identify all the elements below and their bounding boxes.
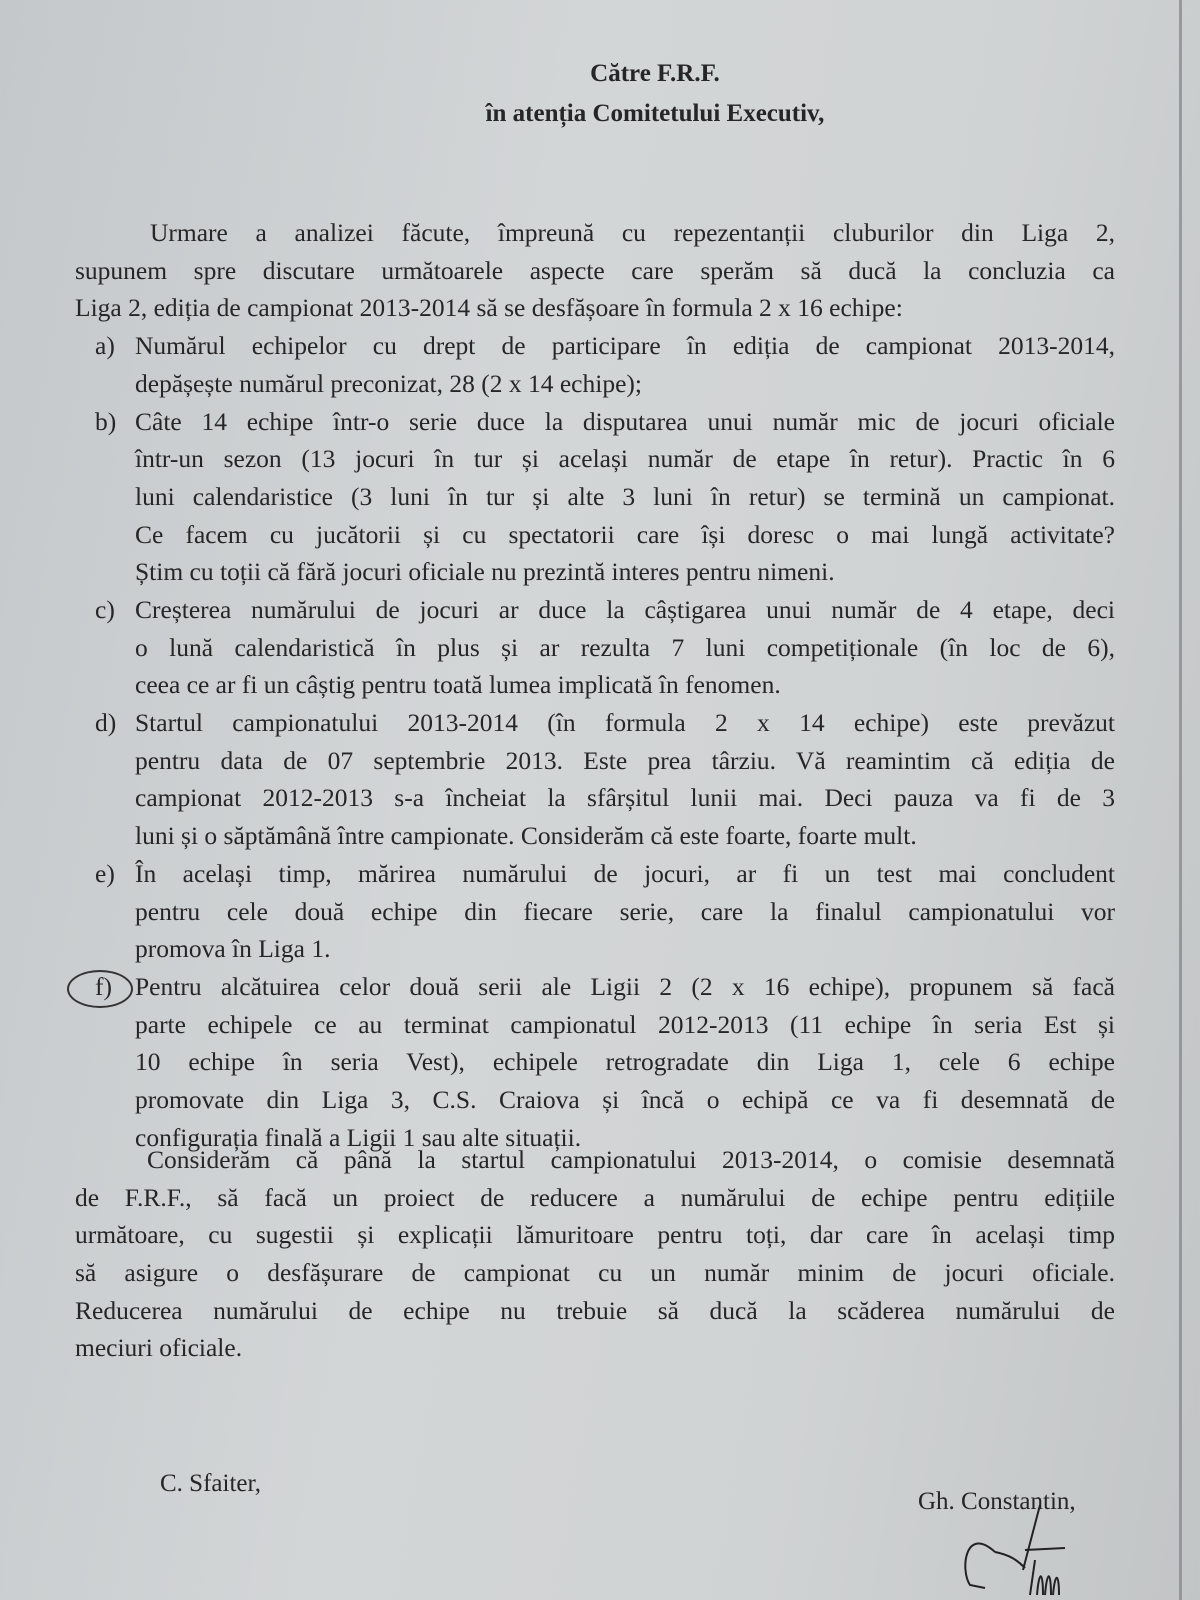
text-line: Liga 2, ediția de campionat 2013-2014 să se desfășoare în formula 2 x 16 echipe: — [75, 293, 903, 323]
text-line: Creșterea numărului de jocuri ar duce la câștigarea unui număr de 4 etape, deci — [135, 595, 1115, 624]
signatory-left: C. Sfaiter, — [160, 1470, 262, 1497]
item-text — [135, 968, 1115, 1156]
item-text — [135, 591, 1115, 704]
text-line: Startul campionatului 2013-2014 (în formula 2 x 14 echipe) este prevăzut — [135, 708, 1115, 738]
item-text — [135, 327, 1115, 402]
text-line: ceea ce ar fi un câștig pentru toată lumea implicată în fenomen. — [135, 670, 781, 700]
list-item — [95, 327, 1115, 402]
text-line: Reducerea numărului de echipe nu trebuie să ducă la scăderea numărului de — [75, 1295, 1115, 1325]
text-line: În același timp, mărirea numărului de jocuri, ar fi un test mai concludent — [135, 858, 1115, 888]
text-line: într-un sezon (13 jocuri în tur și același număr de etape în retur). Practic în 6 — [135, 444, 1115, 474]
text-line: campionat 2012-2013 s-a încheiat la sfârșitul lunii mai. Deci pauza va fi de 3 — [135, 783, 1115, 813]
text-line: Considerăm că până la startul campionatului 2013-2014, o comisie desemnată — [147, 1145, 1115, 1174]
item-label: d) — [95, 708, 117, 738]
text-line: pentru cele două echipe din fiecare serie, care la finalul campionatului vor — [135, 896, 1115, 926]
list-item — [95, 968, 1115, 1156]
list-item — [95, 403, 1115, 591]
item-label: a) — [95, 331, 115, 361]
text-line: Ce facem cu jucătorii și cu spectatorii care își doresc o mai lungă activitate? — [135, 519, 1115, 549]
text-line: Numărul echipelor cu drept de participare în ediția de campionat 2013-2014, — [135, 331, 1115, 361]
list-item — [95, 855, 1115, 968]
text-line: Știm cu toții că fără jocuri oficiale nu prezintă interes pentru nimeni. — [135, 557, 835, 587]
intro-paragraph — [75, 214, 1115, 327]
text-line: 10 echipe în seria Vest), echipele retrogradate din Liga 1, cele 6 echipe — [135, 1047, 1115, 1077]
item-label: c) — [95, 595, 115, 624]
text-line: promovate din Liga 3, C.S. Craiova și încă o echipă ce va fi desemnată de — [135, 1085, 1115, 1115]
page-edge — [1179, 0, 1182, 1600]
text-line: depășește numărul preconizat, 28 (2 x 14 echipe); — [135, 368, 642, 398]
text-line: pentru data de 07 septembrie 2013. Este prea târziu. Vă reamintim că ediția de — [135, 745, 1115, 775]
text-line: Câte 14 echipe într-o serie duce la disputarea unui număr mic de jocuri oficiale — [135, 406, 1115, 436]
text-line: promova în Liga 1. — [135, 934, 331, 964]
addressee-title: Către F.R.F. — [590, 60, 720, 87]
list-item — [95, 704, 1115, 855]
text-line: luni calendaristice (3 luni în tur și alte 3 luni în retur) se termină un campionat. — [135, 481, 1115, 511]
item-text — [135, 403, 1115, 591]
text-line: Urmare a analizei făcute, împreună cu repezentanții cluburilor din Liga 2, — [150, 218, 1115, 247]
text-line: supunem spre discutare următoarele aspecte care sperăm să ducă la concluzia ca — [75, 255, 1115, 285]
item-label: b) — [95, 406, 117, 436]
text-line: următoare, cu sugestii și explicații lămuritoare pentru toți, dar care în același timp — [75, 1220, 1115, 1250]
text-line: de F.R.F., să facă un proiect de reducere a numărului de echipe pentru edițiile — [75, 1182, 1115, 1212]
item-label: e) — [95, 858, 115, 888]
text-line: configurația finală a Ligii 1 sau alte situații. — [135, 1122, 582, 1152]
text-line: meciuri oficiale. — [75, 1333, 243, 1363]
item-text — [135, 704, 1115, 855]
text-line: să asigure o desfășurare de campionat cu un număr minim de jocuri oficiale. — [75, 1258, 1115, 1288]
handwritten-signature — [955, 1500, 1095, 1600]
text-line: parte echipele ce au terminat campionatul 2012-2013 (11 echipe în seria Est și — [135, 1009, 1115, 1039]
attention-title: în atenția Comitetului Executiv, — [485, 100, 825, 127]
closing-paragraph — [75, 1141, 1115, 1367]
text-line: Pentru alcătuirea celor două serii ale Ligii 2 (2 x 16 echipe), propunem să facă — [135, 972, 1115, 1001]
handdrawn-circle-mark — [67, 970, 133, 1008]
text-line: o lună calendaristică în plus și ar rezulta 7 luni competiționale (în loc de 6), — [135, 632, 1115, 662]
signatory-right: Gh. Constantin, — [918, 1488, 1076, 1515]
list-item — [95, 591, 1115, 704]
item-label: f) — [95, 972, 112, 1001]
item-text — [135, 855, 1115, 968]
text-line: luni și o săptămână între campionate. Considerăm că este foarte, foarte mult. — [135, 821, 917, 851]
